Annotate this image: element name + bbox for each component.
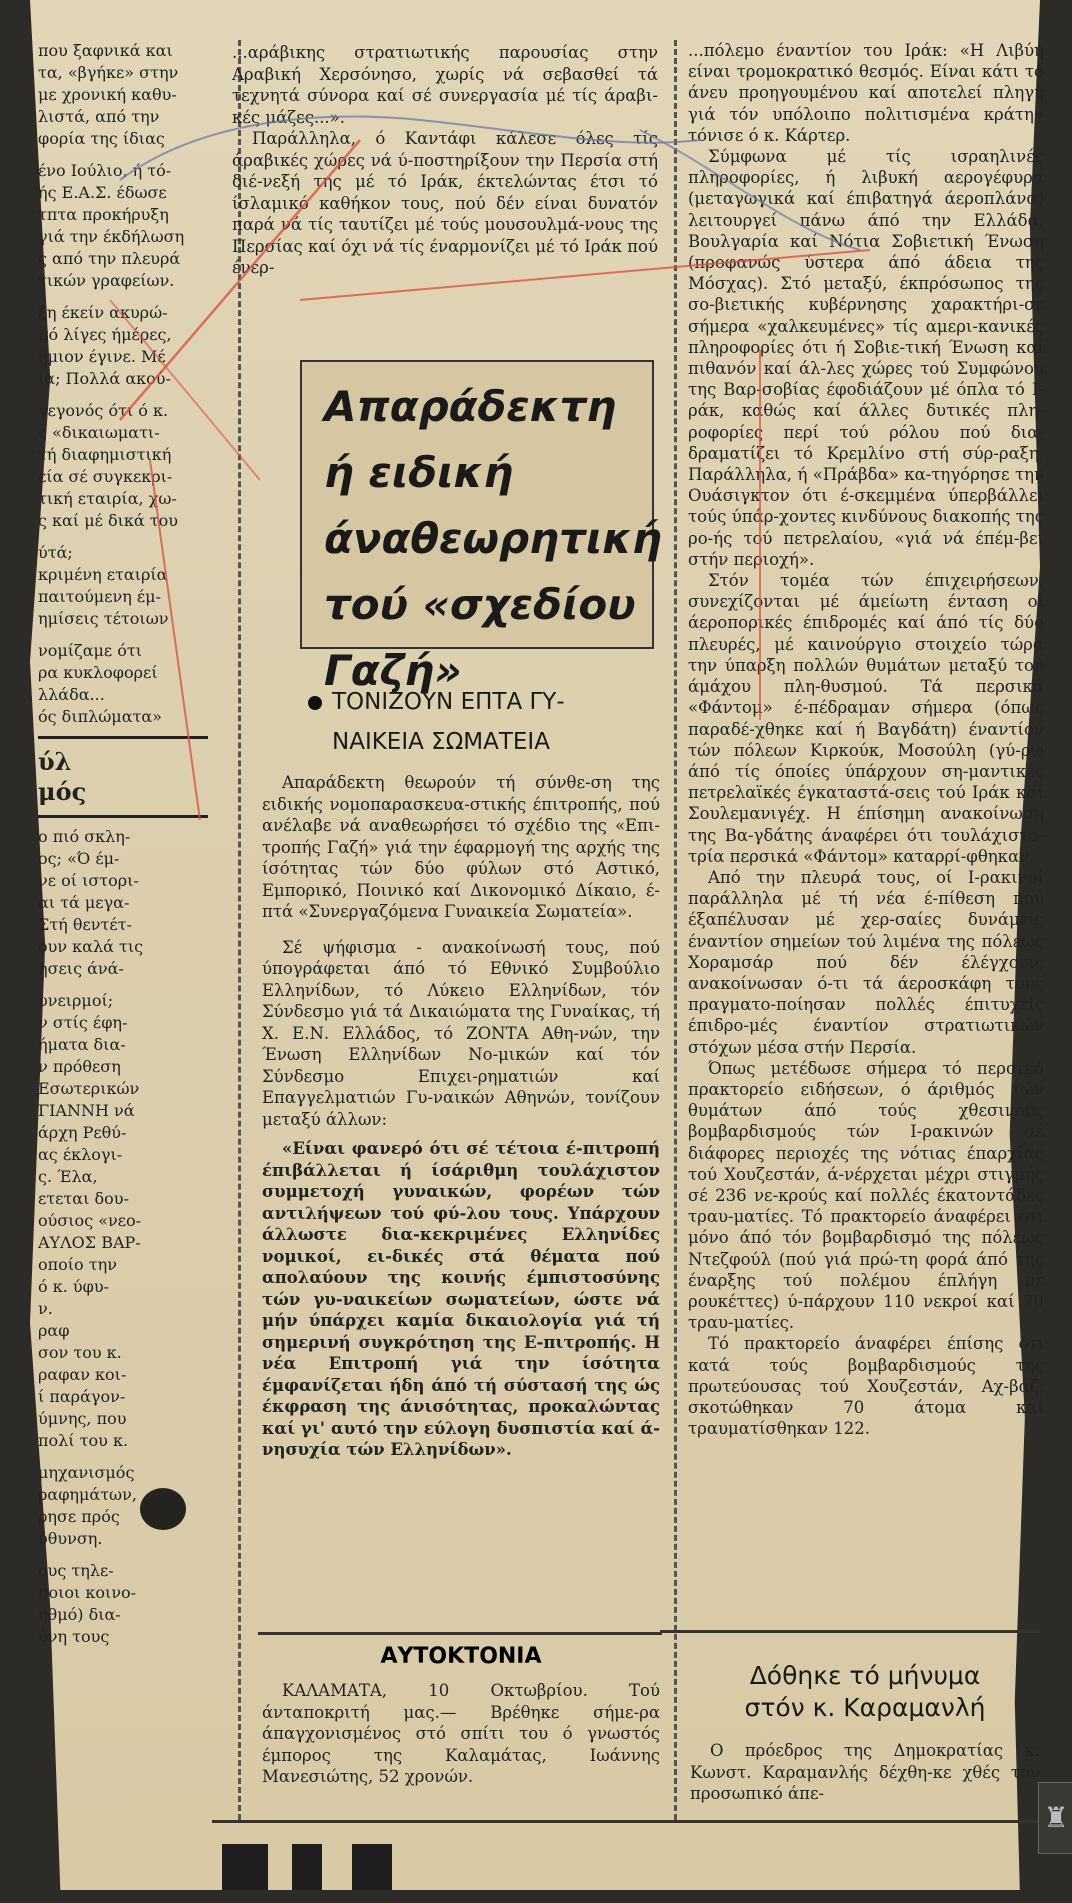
middle-top-paragraph-2: Παράλληλα, ό Καντάφι κάλεσε όλες τίς άραβικές χώρες νά ύ-ποστηρίξουν την Περσία στή διέ-νεξή της μέ τό Ιράκ, έκτελώντας έτσι τό ίσλαμικό καθήκον τους, πού δέν είναι δυνατόν παρά νά τίς ταυτίζει μέ τούς μουσουλμά-νους της Περσίας καί όχι νά τίς έναρμονίζει μέ τό Ιράκ πού ένερ- bbox=[232, 129, 658, 277]
subheadline bbox=[308, 682, 648, 762]
left-column-line: ρησε πρός bbox=[38, 1507, 120, 1526]
left-column-line: ραφ bbox=[38, 1321, 70, 1340]
left-column-line: σον του κ. bbox=[38, 1343, 122, 1362]
right-paragraph: Όπως μετέδωσε σήμερα τό περσικό πρακτορείο ειδήσεων, ό άριθμός τών θυμάτων άπό τούς χθεσινούς βομβαρδισμούς τών Ι-ρακινών σέ διάφορες περιοχές της νότιας έπαρχίας τού Χουζεστάν, ά-νέρχεται μέχρι στιγμής σέ 236 νε-κρούς καί πολλές έκατοντάδες τραυ-ματίες. Τό πρακτορείο άναφέρει ότι μόνο άπό τόν βομβαρδισμό της πόλεως Ντεζφούλ (πού γιά πρώ-τη φορά άπό της έναρξης τού πολέμου έπλήγη μέ ρουκέττες) ύ-πάρχουν 110 νεκροί καί 70 τραυ-ματίες. bbox=[688, 1058, 1044, 1333]
left-column-line: άρχη Ρεθύ- bbox=[38, 1123, 127, 1142]
left-column-line: ούσιος «νεο- bbox=[38, 1211, 142, 1230]
left-partial-column bbox=[38, 40, 208, 1880]
column-divider-right bbox=[674, 40, 677, 1820]
left-column-line: ν. bbox=[38, 1299, 53, 1318]
left-column-line: τικών γραφείων. bbox=[38, 271, 175, 290]
bottom-rule bbox=[212, 1820, 1040, 1823]
section-rule bbox=[258, 1632, 662, 1635]
left-column-line: ία; Πολλά ακού- bbox=[38, 369, 171, 388]
left-column-line: ύθυνση. bbox=[38, 1529, 103, 1548]
left-column-line: ΓΙΑΝΝΗ νά bbox=[38, 1101, 135, 1120]
article-body bbox=[262, 772, 660, 1622]
left-column-line: ής Ε.Α.Σ. έδωσε bbox=[38, 183, 167, 202]
left-column-rule bbox=[38, 815, 208, 818]
right-paragraph: ...πόλεμο έναντίον του Ιράκ: «Η Λιβύη είναι τρομοκρατικό θεσμός. Είναι κάτι τό άνευ προηγουμένου καί αποτελεί πληγή γιά τόν υπόλοιπο πολιτισμένα κράτη» τόνισε ό κ. Κάρτερ. bbox=[688, 41, 1044, 145]
section-paragraph: ΚΑΛΑΜΑΤΑ, 10 Οκτωβρίου. Τού άνταποκριτή μας.— Βρέθηκε σήμε-ρα άπαγχονισμένος στό σπίτι του ό γνωστός έμπορος της Καλαμάτας, Ιωάννης Μανεσιώτης, 52 χρονών. bbox=[262, 1681, 660, 1786]
left-column-line: εία σέ συγκεκρι- bbox=[38, 467, 173, 486]
left-column-line: παιτούμενη έμ- bbox=[38, 587, 161, 606]
left-column-line: ένο Ιούλιο, ή τό- bbox=[38, 161, 172, 180]
left-column-line: μηχανισμός bbox=[38, 1463, 135, 1482]
left-column-line: Στή θεντέτ- bbox=[38, 915, 132, 934]
left-column-line: ήσεις άνά- bbox=[38, 959, 124, 978]
left-column-line: ν στίς έφη- bbox=[38, 1013, 128, 1032]
right-headline-line: στόν κ. Καραμανλή bbox=[744, 1693, 986, 1722]
bottom-headline-fragment bbox=[212, 1828, 1042, 1890]
left-column-line: ύνη τους bbox=[38, 1627, 110, 1646]
left-column-line: ύμνης, που bbox=[38, 1409, 127, 1428]
left-column-line: τική εταιρία, χω- bbox=[38, 489, 177, 508]
left-column-line: οποίο την bbox=[38, 1255, 117, 1274]
right-paragraph: Τό πρακτορείο άναφέρει έπίσης ότι κατά τούς βομβαρδισμούς της πρωτεύουσας τού Χουζεστάν, Αχ-βάζ, σκοτώθηκαν 70 άτομα καί τραυματίσθηκαν 122. bbox=[688, 1334, 1044, 1439]
left-column-line: τπτα προκήρυξη bbox=[38, 205, 169, 224]
left-column-line: γεγονός ότι ό κ. bbox=[38, 401, 169, 420]
left-column-line: ηθμό) δια- bbox=[38, 1605, 121, 1624]
left-column-line: υνειρμοί; bbox=[38, 991, 114, 1010]
left-column-line: ημίσεις τέτοιων bbox=[38, 609, 169, 628]
left-column-line: ρα κυκλοφορεί bbox=[38, 663, 158, 682]
subheadline-line: ΝΑΙΚΕΙΑ ΣΩΜΑΤΕΙΑ bbox=[332, 729, 550, 755]
archive-stamp: ♜ bbox=[1038, 1782, 1072, 1854]
section-title: ΑΥΤΟΚΤΟΝΙΑ bbox=[380, 1644, 542, 1669]
left-column-heading: ύλ bbox=[38, 747, 72, 776]
headline-line: ή ειδική bbox=[324, 448, 514, 497]
article-paragraph: Απαράδεκτη θεωρούν τή σύνθε-ση της ειδικής νομοπαρασκευα-στικής έπιτροπής, πού ανέλαβε νά αναθεωρήσει τό σχέδιο της «Επι-τροπής Γαζή» γιά την έφαρμογή της αρχής της ίσότητας τών δύο φύλων στό Αστικό, Εμπορικό, Ποινικό καί Δικονομικό Δίκαιο, έ-πτά «Συνεργαζόμενα Γυναικεία Σωματεία». bbox=[262, 773, 660, 921]
section-body bbox=[262, 1680, 660, 1810]
right-section-rule bbox=[660, 1630, 1040, 1633]
right-headline-line: Δόθηκε τό μήνυμα bbox=[749, 1661, 981, 1690]
left-column-line: γιά την έκδήλωση bbox=[38, 227, 185, 246]
left-column-line: ας έκλογι- bbox=[38, 1145, 123, 1164]
left-column-line: ς. Έλα, bbox=[38, 1167, 98, 1186]
left-column-line: ήματα δια- bbox=[38, 1035, 126, 1054]
left-column-line: τή διαφημιστική bbox=[38, 445, 172, 464]
headline-box bbox=[300, 360, 662, 695]
left-column-line: αι τά μεγα- bbox=[38, 893, 130, 912]
left-column-line: τα, «βγήκε» στην bbox=[38, 63, 179, 82]
left-column-line: ραφαν κοι- bbox=[38, 1365, 127, 1384]
right-paragraph: Από την πλευρά τους, οί Ι-ρακινοί παράλληλα μέ τή νέα έ-πίθεση πού έξαπέλυσαν μέ χερ-σαίες δυνάμεις έναντίον σημείων τού λιμένα της πόλεως Χοραμσάρ πού δέν έλέγχουν, ανακοίνωσαν ό-τι τά άεροσκάφη τους πραγματο-ποίησαν πολλές έπιτυχείς έπιδρο-μές έναντίον στρατιωτικών στόχων μέσα στήν Περσία. bbox=[688, 867, 1044, 1057]
left-column-line: ί παράγον- bbox=[38, 1387, 126, 1406]
left-column-line: ς από την πλευρά bbox=[38, 249, 181, 268]
right-headline bbox=[690, 1660, 1040, 1724]
left-column-line: νομίζαμε ότι bbox=[38, 641, 143, 660]
left-column-line: κριμένη εταιρία bbox=[38, 565, 168, 584]
left-column-line: που ξαφνικά και bbox=[38, 41, 173, 60]
subheadline-line: ΤΟΝΙΖΟΥΝ ΕΠΤΑ ΓΥ- bbox=[332, 689, 565, 715]
left-column-line: ο πιό σκλη- bbox=[38, 827, 131, 846]
left-column-line: ήμιον έγινε. Μέ bbox=[38, 347, 166, 366]
left-column-line: ός διπλώματα» bbox=[38, 707, 162, 726]
left-column-heading: μός bbox=[38, 777, 87, 806]
right-paragraph: Σύμφωνα μέ τίς ισραηλινές πληροφορίες, ή λιβυκή αερογέφυρα (μεταγωγικά καί έπιβατηγά άεροπλάνα) λειτουργεί πάνω άπό την Ελλάδα, Βουλγαρία καί Νότια Σοβιετική Ένωση (προφανώς ύστερα άπό άδεια της Μόσχας). Στό μεταξύ, έκπρόσωπος της σο-βιετικής κυβέρνησης χαρακτήρι-σε σήμερα «χαλκευμένες» τίς αμερι-κανικές πληροφορίες ότι ή Σοβιε-τική Ένωση καί πιθανόν καί άλ-λες χώρες τού Συμφώνου της Βαρ-σοβίας έφοδιάζουν μέ όπλα τό Ι-ράκ, καθώς καί άλλες δυτικές πλη-ροφορίες περί τού ρόλου πού δια-δραματίζει τό Κρεμλίνο στή σύρ-ραξη. Παράλληλα, ή «Πράβδα» κα-τηγόρησε την Ουάσιγκτον ότι έ-σκεμμένα ύπερβάλλει τούς ύπάρ-χοντες κινδύνους διακοπής της ρο-ής τού πετρελαίου, «γιά νά έπέμ-βει στήν περιοχή». bbox=[688, 147, 1044, 569]
left-column-line: ετεται δου- bbox=[38, 1189, 129, 1208]
right-bottom-paragraph: Ο πρόεδρος της Δημοκρατίας κ. Κωνστ. Καραμανλής δέχθη-κε χθές τόν προσωπικό άπε- bbox=[690, 1741, 1040, 1803]
right-column bbox=[688, 40, 1044, 1600]
left-column-line: πολί του κ. bbox=[38, 1431, 129, 1450]
left-column-line: ΑΥΛΟΣ ΒΑΡ- bbox=[38, 1233, 141, 1252]
left-column-rule bbox=[38, 736, 208, 739]
left-column-line: λλάδα... bbox=[38, 685, 105, 704]
left-column-line: ξη έκείν ακυρώ- bbox=[38, 303, 168, 322]
left-column-line: Εσωτερικών bbox=[38, 1079, 140, 1098]
left-column-line: λιστά, από την bbox=[38, 107, 160, 126]
left-column-line: ύτά; bbox=[38, 543, 73, 562]
left-column-line: με χρονική καθυ- bbox=[38, 85, 177, 104]
left-column-line: ς καί μέ δικά του bbox=[38, 511, 178, 530]
middle-top-text bbox=[232, 42, 658, 342]
left-column-line: φορία της ίδιας bbox=[38, 129, 165, 148]
punch-hole bbox=[140, 1488, 186, 1530]
left-column-line: ν πρόθεση bbox=[38, 1057, 121, 1076]
article-paragraph: «Είναι φανερό ότι σέ τέτοια έ-πιτροπή έπιβάλλεται ή ίσάριθμη τουλάχιστον συμμετοχή γυναικών, φορέων τών αντιλήψεων τού φύ-λου τους. Υπάρχουν άλλωστε δια-κεκριμένες Ελληνίδες νομικοί, ει-δικές στά θέματα πού απολαύουν της κοινής έμπιστοσύνης τών γυ-ναικείων σωματείων, ώστε νά μήν ύπάρχει καμία δικαιολογία γιά τή σημερινή συγκρότηση της Ε-πιτροπής. Η νέα Επιτροπή γιά την ίσότητα έμφανίζεται ήδη άπό τή σύστασή της ώς έκφραση της άνισότητας, προκαλώντας καί γι' αυτό την εύλογη δυσπιστία καί ά-νησυχία τών Ελληνίδων». bbox=[262, 1139, 660, 1459]
middle-top-paragraph: ...αράβικης στρατιωτικής παρουσίας στην Αραβική Χερσόνησο, χωρίς νά σεβασθεί τά τεχνητά σύνορα καί σέ συνεργασία μέ τίς άραβι-κές μάζες...». bbox=[232, 43, 658, 127]
left-column-line: ς «δικαιωματι- bbox=[38, 423, 160, 442]
headline-line: Απαράδεκτη bbox=[324, 382, 617, 431]
left-column-line: ό κ. ύφυ- bbox=[38, 1277, 109, 1296]
right-paragraph: Στόν τομέα τών έπιχειρήσεων, συνεχίζονται μέ άμείωτη ένταση οί άεροπορικές έπιδρομές καί άπό τίς δύο πλευρές, μέ καινούργιο στοιχείο τώρα την ύπαρξη πολλών θυμάτων μεταξύ τού άμάχου πλη-θυσμού. Τά περσικά «Φάντομ» έ-πέδραμαν σήμερα (όπως παραδέ-χθηκε καί ή Βαγδάτη) έναντίον τών πόλεων Κιρκούκ, Μοσούλη (γύ-ρω άπό τίς όποίες ύπάρχουν ση-μαντικές πετρελαϊκές έγκαταστά-σεις τού Ιράκ καί Σουλεμανιγέχ. Η έπίσημη ανακοίνωση της Βα-γδάτης άναφέρει ότι τουλάχιστο-τρία περσικά «Φάντομ» καταρρί-φθηκαν. bbox=[688, 571, 1044, 866]
left-column-line: πό λίγες ήμέρες, bbox=[38, 325, 172, 344]
headline-line: Γαζή» bbox=[324, 646, 462, 695]
left-column-line: ουν καλά τις bbox=[38, 937, 144, 956]
left-column-line: ος; «Ό έμ- bbox=[38, 849, 120, 868]
left-column-line: ποιοι κοινο- bbox=[38, 1583, 137, 1602]
headline-line: τού «σχεδίου bbox=[324, 580, 636, 629]
left-column-line: ους τηλε- bbox=[38, 1561, 114, 1580]
bullet-icon bbox=[308, 696, 322, 710]
left-column-line: νε οί ιστορι- bbox=[38, 871, 139, 890]
article-paragraph: Σέ ψήφισμα - ανακοίνωσή τους, πού ύπογράφεται άπό τό Εθνικό Συμβούλιο Ελληνίδων, τό Λύκειο Ελληνίδων, τόν Σύνδεσμο γιά τά Δικαιώματα της Γυναίκας, τή Χ. Ε.Ν. Ελλάδος, τό ΖΟΝΤΑ Αθη-νών, την Ένωση Ελληνίδων Νο-μικών καί τόν Σύνδεσμο Επιχει-ρηματιών καί Επαγγελματιών Γυ-ναικών Αθηνών, τονίζουν μεταξύ άλλων: bbox=[262, 937, 660, 1129]
left-column-line: ραφημάτων, bbox=[38, 1485, 137, 1504]
headline-line: άναθεωρητική bbox=[324, 514, 662, 563]
